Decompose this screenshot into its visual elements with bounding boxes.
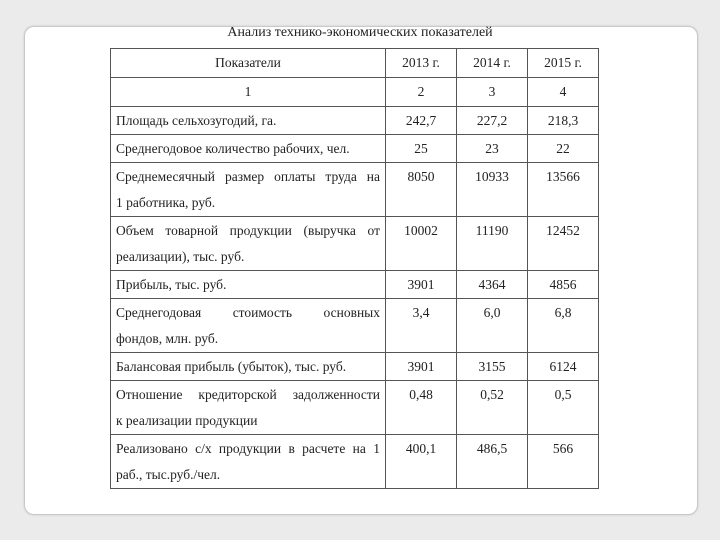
value-cell: 0,5 [528, 381, 599, 435]
indicator-name-line: к реализации продукции [116, 413, 258, 428]
indicator-name-line: Отношение кредиторской задолженности [116, 387, 380, 402]
indicator-name-line: Среднемесячный размер оплаты труда на [116, 169, 380, 184]
table-row [111, 299, 599, 353]
value-cell: 0,52 [457, 381, 528, 435]
value-cell: 566 [528, 435, 599, 489]
index-cell: 4 [528, 78, 599, 107]
table-row [111, 107, 599, 135]
indicator-name-line: Объем товарной продукции (выручка от [116, 223, 380, 238]
indicator-name-line: Среднегодовое количество рабочих, чел. [116, 141, 350, 156]
indicator-name-line: Балансовая прибыль (убыток), тыс. руб. [116, 359, 347, 374]
index-row [111, 78, 599, 107]
value-cell: 3901 [386, 353, 457, 381]
header-row [111, 49, 599, 78]
value-cell: 8050 [386, 163, 457, 217]
header-cell-2015: 2015 г. [528, 49, 599, 78]
indicator-name-cell [111, 299, 386, 353]
value-cell: 0,48 [386, 381, 457, 435]
indicator-name-cell [111, 107, 386, 135]
indicator-name-cell [111, 353, 386, 381]
value-cell: 3,4 [386, 299, 457, 353]
value-cell: 25 [386, 135, 457, 163]
header-cell-2013: 2013 г. [386, 49, 457, 78]
value-cell: 6124 [528, 353, 599, 381]
index-cell: 3 [457, 78, 528, 107]
indicator-name-cell [111, 135, 386, 163]
table-row [111, 353, 599, 381]
value-cell: 218,3 [528, 107, 599, 135]
value-cell: 4364 [457, 271, 528, 299]
value-cell: 11190 [457, 217, 528, 271]
value-cell: 22 [528, 135, 599, 163]
value-cell: 3901 [386, 271, 457, 299]
indicator-name-line: Среднегодовая стоимость основных [116, 305, 380, 320]
table-row [111, 217, 599, 271]
value-cell: 6,0 [457, 299, 528, 353]
value-cell: 6,8 [528, 299, 599, 353]
header-cell-indicator: Показатели [111, 49, 386, 78]
value-cell: 3155 [457, 353, 528, 381]
indicator-name-line: Реализовано с/х продукции в расчете на 1 [116, 441, 380, 456]
table-row [111, 135, 599, 163]
index-cell: 1 [111, 78, 386, 107]
table-row [111, 163, 599, 217]
table-row [111, 435, 599, 489]
value-cell: 13566 [528, 163, 599, 217]
value-cell: 10933 [457, 163, 528, 217]
indicator-name-cell [111, 271, 386, 299]
value-cell: 23 [457, 135, 528, 163]
indicators-table [110, 48, 599, 489]
value-cell: 4856 [528, 271, 599, 299]
indicator-name-line: Прибыль, тыс. руб. [116, 277, 227, 292]
indicator-name-cell [111, 163, 386, 217]
value-cell: 12452 [528, 217, 599, 271]
indicator-name-line: фондов, млн. руб. [116, 331, 219, 346]
value-cell: 227,2 [457, 107, 528, 135]
indicator-name-cell [111, 381, 386, 435]
value-cell: 242,7 [386, 107, 457, 135]
header-cell-2014: 2014 г. [457, 49, 528, 78]
index-cell: 2 [386, 78, 457, 107]
indicator-name-line: раб., тыс.руб./чел. [116, 467, 221, 482]
table-row [111, 381, 599, 435]
indicator-name-line: Площадь сельхозугодий, га. [116, 113, 277, 128]
value-cell: 400,1 [386, 435, 457, 489]
table-row [111, 271, 599, 299]
indicator-name-line: реализации), тыс. руб. [116, 249, 245, 264]
table-title: Анализ технико-экономических показателей [227, 25, 493, 40]
indicator-name-cell [111, 435, 386, 489]
value-cell: 486,5 [457, 435, 528, 489]
value-cell: 10002 [386, 217, 457, 271]
indicator-name-cell [111, 217, 386, 271]
indicator-name-line: 1 работника, руб. [116, 195, 216, 210]
